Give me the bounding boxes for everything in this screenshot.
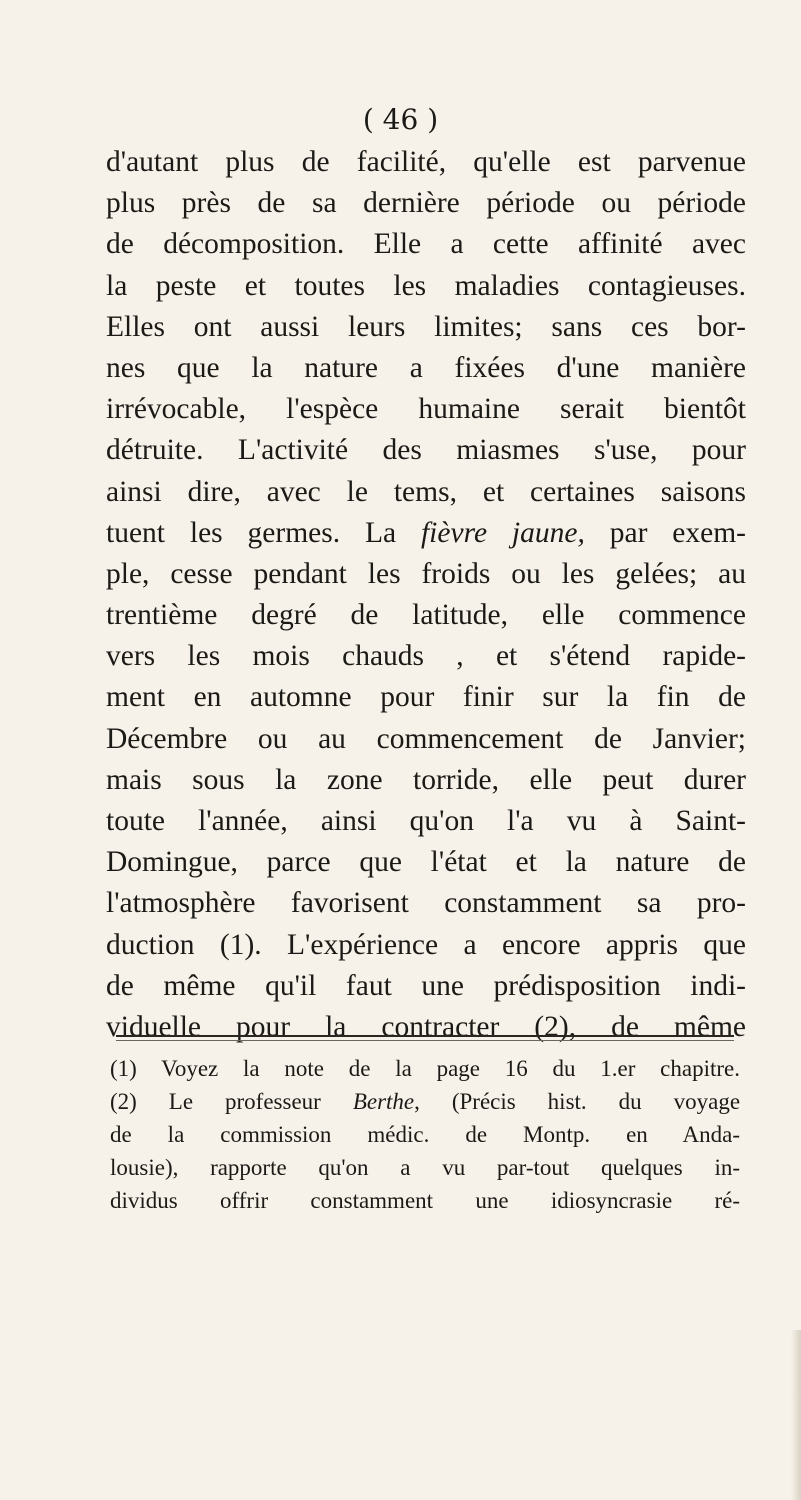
text-line: Elles ont aussi leurs limites; sans ces bor- <box>106 310 746 343</box>
text-line: ment en automne pour finir sur la fin de <box>106 681 746 714</box>
text-segment: tuent les germes. La <box>106 516 397 549</box>
footnote-divider <box>116 1035 734 1037</box>
text-line: Domingue, parce que l'état et la nature de <box>106 846 746 879</box>
text-line-with-italic <box>106 513 746 554</box>
main-text <box>106 142 746 1048</box>
text-line: trentième degré de latitude, elle commence <box>106 599 746 632</box>
text-line: la peste et toutes les maladies contagieuses. <box>106 269 746 302</box>
text-line: d'autant plus de facilité, qu'elle est parvenue <box>106 146 746 178</box>
text-line: ainsi dire, avec le tems, et certaines saisons <box>106 475 746 508</box>
text-line: de même qu'il faut une prédisposition indi- <box>106 969 746 1002</box>
text-line: de décomposition. Elle a cette affinité avec <box>106 228 746 261</box>
footnote-text: (2) Le professeur <box>110 1089 321 1114</box>
text-line: viduelle pour la contracter (2), de même <box>106 1010 746 1043</box>
footnote-text: , (Précis hist. du voyage <box>414 1089 741 1114</box>
text-line: toute l'année, ainsi qu'on l'a vu à Saint- <box>106 805 746 837</box>
text-segment: par exem- <box>609 516 746 549</box>
footnote-2-line-4: dividus offrir constamment une idiosyncrasie ré- <box>110 1188 740 1213</box>
author-name-berthe: Berthe <box>352 1089 415 1114</box>
text-line: vers les mois chauds , et s'étend rapide- <box>106 640 746 673</box>
text-line: plus près de sa dernière période ou période <box>106 187 746 220</box>
page-number: ( 46 ) <box>362 103 439 136</box>
text-line: Décembre ou au commencement de Janvier; <box>106 722 746 755</box>
footnote-2-line-1 <box>110 1085 740 1118</box>
text-line: irrévocable, l'espèce humaine serait bientôt <box>106 393 746 426</box>
text-line: nes que la nature a fixées d'une manière <box>106 351 746 384</box>
footnotes <box>110 1052 740 1217</box>
footnote-1: (1) Voyez la note de la page 16 du 1.er chapitre. <box>110 1056 740 1081</box>
text-line: détruite. L'activité des miasmes s'use, pour <box>106 434 746 467</box>
footnote-divider-thin <box>116 1040 734 1041</box>
italic-term-fievre-jaune: fièvre jaune, <box>420 516 585 549</box>
text-line: duction (1). L'expérience a encore appris que <box>106 928 746 961</box>
text-line: ple, cesse pendant les froids ou les gelées; au <box>106 557 746 590</box>
text-line: mais sous la zone torride, elle peut durer <box>106 763 746 796</box>
footnote-2-line-2: de la commission médic. de Montp. en Anda- <box>110 1122 740 1147</box>
text-line: l'atmosphère favorisent constamment sa pro- <box>106 887 746 920</box>
footnote-2-line-3: lousie), rapporte qu'on a vu par-tout quelques in- <box>110 1155 740 1180</box>
page-edge-shadow <box>791 1330 801 1500</box>
